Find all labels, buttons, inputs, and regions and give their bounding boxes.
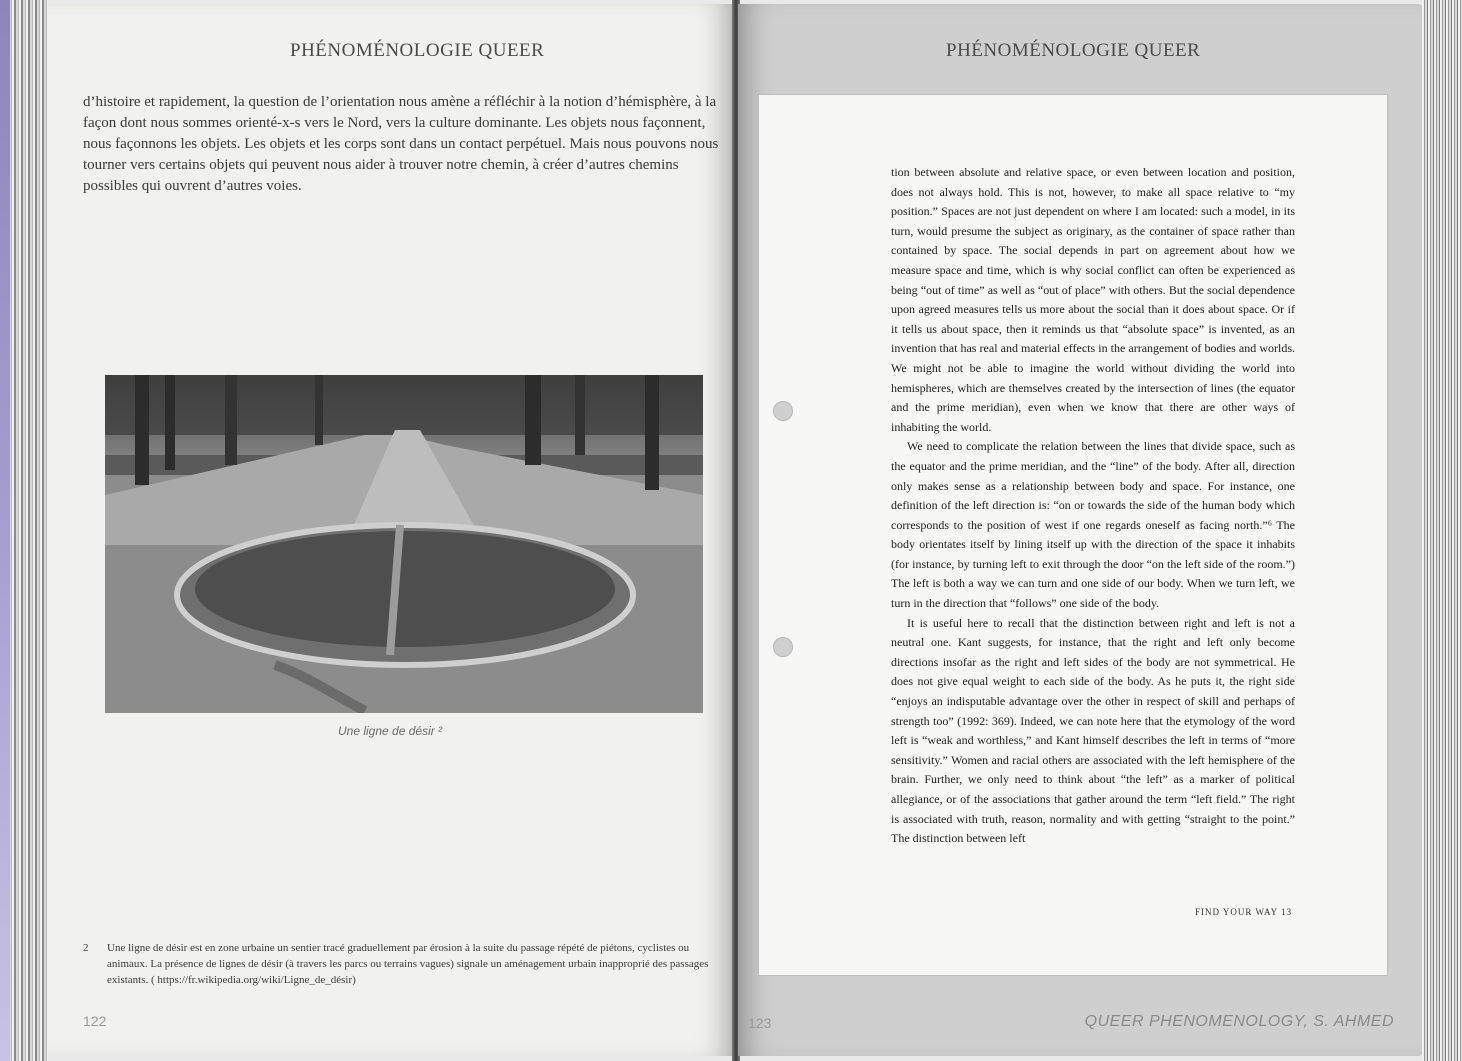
left-body-text: d’histoire et rapidement, la question de l’orientation nous amène a réfléchir à la notion d’hémisphère, à la façon dont nous sommes orienté-x-s vers le Nord, vers la culture dominante. Les objets nous façonnent, nous façonnons les objets. Les objets et les corps sont dans un contact perpétuel. Mais nous pouvons nous tourner vers certains objets qui peuvent nous aider à trouver notre chemin, à créer d’autres chemins possibles qui ouvrent d’autres voies. (83, 94, 719, 194)
scan-paragraph-2: We need to complicate the relation between the lines that divide space, such as the equator and the prime meridian, and the “line” of the body. After all, direction only makes sense as a relationship between body and space. For instance, one definition of the left direction is: “on or towards the side of the human body which corresponds to the position of west if one regards oneself as facing north.”⁶ The body orientates itself by lining itself up with the direction of the space it inhabits (for instance, by turning left to exit through the door “on the left side of the room.”) The left is both a way we can turn and one side of our body. When we turn left, we turn in the direction that “follows” one side of the body. (891, 439, 1295, 611)
scanned-book-page (758, 94, 1388, 976)
right-running-head: PHÉNOMÉNOLOGIE QUEER (946, 40, 1201, 61)
book-page-edges-left (0, 0, 48, 1061)
footnote-text: Une ligne de désir est en zone urbaine un sentier tracé graduellement par érosion à la suite du passage répété de piétons, cyclistes ou animaux. La présence de lignes de désir (à travers les parcs ou terrains vagues) signale un aménagement urbain inapproprié des passages existants. ( https://fr.wikipedia.org/wiki/Ligne_de_désir) (107, 942, 709, 986)
scan-paragraph-3: It is useful here to recall that the distinction between right and left is not a neutral one. Kant suggests, for instance, that the right and left only become directions insofar as the right and left sides of the body are not symmetrical. He does not give equal weight to each side of the body. As he puts it, the right side “enjoys an indisputable advantage over the other in respect of skill and perhaps of strength too” (1992: 369). Indeed, we can note here that the etymology of the word left is “weak and worthless,” and Kant himself describes the left in terms of “more sensitivity.” Women and racial others are associated with the left hemisphere of the brain. Further, we only need to think about “the left” as a marker of political allegiance, or of the associations that gather around the term “left field.” The right is associated with truth, reason, normality and with getting “straight to the point.” The distinction between left (891, 615, 1295, 846)
right-page-number: 123 (748, 1015, 772, 1031)
left-page-number: 122 (83, 1013, 107, 1029)
punch-hole-top (773, 401, 793, 421)
left-running-head: PHÉNOMÉNOLOGIE QUEER (290, 40, 545, 61)
scanned-text (891, 163, 1295, 849)
footnote (83, 940, 723, 988)
desire-line-photo (105, 375, 703, 713)
purple-cover-edge (0, 0, 10, 1061)
scan-footer: FIND YOUR WAY 13 (1195, 907, 1293, 917)
scan-paragraph-1: tion between absolute and relative space, or even between location and position, does not always hold. This is not, however, to make all space relative to “my position.” Spaces are not just dependent on where I am located: such a model, in its turn, would presume the subject as originary, as the container of space rather than contained by space. The social depends in part on agreement about how we measure space and time, which is why social conflict can often be experienced as being “out of time” as well as “out of place” with others. But the social dependence upon agreed measures tells us more about the social than it does about space. Or if it tells us about space, then it reminds us that “absolute space” is invented, as an invention that has real and material effects in the arrangement of bodies and worlds. We might not be able to imagine the world without dividing the world into hemispheres, which are themselves created by the intersection of lines (the equator and the prime meridian), even when we know that there are other ways of inhabiting the world. (891, 165, 1295, 434)
book-page-edges-right (1422, 0, 1462, 1061)
punch-hole-bottom (773, 637, 793, 657)
right-running-foot: QUEER PHENOMENOLOGY, S. AHMED (1084, 1013, 1394, 1030)
photo-caption: Une ligne de désir ² (338, 724, 443, 738)
footnote-number: 2 (83, 942, 89, 954)
park-path-image (105, 375, 703, 713)
right-page (738, 4, 1422, 1056)
left-page (48, 4, 734, 1056)
